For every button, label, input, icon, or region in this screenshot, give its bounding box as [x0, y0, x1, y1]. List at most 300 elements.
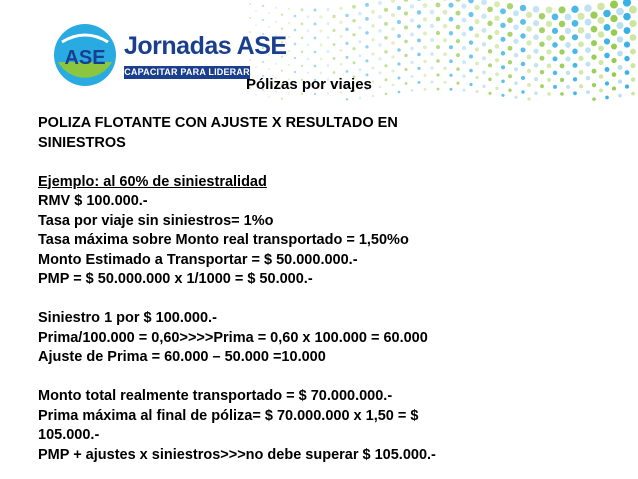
decor-dot: [553, 85, 557, 89]
decor-dot: [448, 3, 453, 8]
decor-dot: [540, 56, 545, 61]
decor-dot: [294, 71, 296, 73]
decor-dot: [591, 26, 598, 33]
decor-dot: [327, 64, 330, 67]
decor-dot: [585, 62, 590, 67]
decor-dot: [481, 0, 487, 5]
decor-dot: [560, 64, 565, 69]
decor-dot: [371, 38, 374, 41]
decor-dot: [436, 73, 439, 76]
decor-dot: [372, 95, 375, 98]
claim-line-2: Prima/100.000 = 0,60>>>>Prima = 0,60 x 100.000 = 60.000: [38, 329, 428, 346]
decor-dot: [365, 31, 369, 35]
decor-dot: [391, 13, 395, 17]
jornadas-ase-logo: [52, 22, 287, 88]
decor-dot: [314, 37, 317, 40]
decor-dot: [391, 27, 395, 31]
decor-dot: [495, 58, 499, 62]
decor-dot: [397, 48, 401, 52]
decor-dot: [494, 30, 499, 35]
decor-dot: [430, 52, 434, 56]
decor-dot: [571, 6, 578, 13]
decor-dot: [572, 49, 578, 55]
decor-dot: [618, 94, 622, 98]
decor-dot: [605, 81, 609, 85]
decor-dot: [417, 10, 421, 14]
decor-dot: [558, 6, 565, 13]
decor-dot: [521, 47, 526, 52]
decor-dot: [339, 7, 343, 11]
decor-dot: [604, 24, 611, 31]
final-line-1: Monto total realmente transportado = $ 70.000.000.-: [38, 388, 393, 404]
decor-dot: [578, 56, 583, 61]
decor-dot: [501, 65, 505, 69]
decor-dot: [495, 44, 500, 49]
decor-dot: [358, 12, 362, 16]
decor-dot: [436, 59, 440, 63]
decor-dot: [514, 81, 518, 85]
decor-dot: [474, 19, 479, 24]
decor-dot: [456, 25, 461, 30]
decor-dot: [631, 92, 635, 96]
decor-dot: [482, 56, 486, 60]
decor-dot: [469, 40, 473, 44]
decor-dot: [443, 38, 447, 42]
decor-dot: [610, 1, 618, 9]
decor-dot: [468, 12, 473, 17]
decor-dot: [301, 51, 304, 54]
decor-dot: [333, 57, 336, 60]
decor-dot: [546, 49, 551, 54]
decor-dot: [443, 10, 448, 15]
decor-dot: [307, 72, 309, 74]
decor-dot: [404, 40, 408, 44]
decor-dot: [437, 88, 440, 91]
spacer: [38, 290, 618, 310]
decor-dot: [590, 11, 597, 18]
decor-dot: [288, 8, 291, 11]
final-line-4: PMP + ajustes x siniestros>>>no debe superar $ 105.000.-: [38, 446, 436, 463]
decor-dot: [307, 15, 310, 18]
decor-dot: [411, 89, 414, 92]
decor-dot: [591, 40, 597, 46]
decor-dot: [514, 53, 519, 58]
decor-dot: [552, 42, 558, 48]
decor-dot: [384, 64, 387, 67]
decor-dot: [527, 97, 530, 100]
decor-dot: [597, 3, 605, 11]
decor-dot: [487, 21, 492, 26]
decor-dot: [294, 29, 297, 32]
decor-dot: [378, 1, 382, 5]
decor-dot: [365, 59, 368, 62]
decor-dot: [623, 13, 631, 21]
decor-dot: [314, 93, 316, 95]
decor-dot: [417, 39, 421, 43]
decor-dot: [585, 47, 591, 53]
decor-dot: [527, 83, 531, 87]
decor-dot: [301, 37, 304, 40]
decor-dot: [507, 3, 513, 9]
decor-dot: [585, 33, 591, 39]
decor-dot: [625, 85, 629, 89]
decor-dot: [384, 50, 387, 53]
decor-dot: [539, 13, 546, 20]
claim-line-1: Siniestro 1 por $ 100.000.-: [38, 310, 217, 326]
decor-dot: [391, 69, 394, 72]
decor-dot: [565, 42, 571, 48]
decor-dot: [320, 44, 323, 47]
decor-dot: [345, 28, 348, 31]
decor-dot: [578, 27, 585, 34]
decor-dot: [391, 55, 394, 58]
decor-dot: [507, 17, 513, 23]
decor-dot: [307, 58, 310, 61]
decor-dot: [475, 33, 480, 38]
decor-dot: [359, 68, 362, 71]
decor-dot: [482, 85, 485, 88]
decor-dot: [410, 32, 414, 36]
logo-tagline: CAPACITAR PARA LIDERAR: [124, 67, 250, 77]
decor-dot: [288, 64, 290, 66]
decor-dot: [612, 87, 616, 91]
decor-dot: [629, 6, 637, 14]
decor-dot: [410, 75, 413, 78]
decor-dot: [501, 79, 505, 83]
example-line-pmp: PMP = $ 50.000.000 x 1/1000 = $ 50.000.-: [38, 271, 313, 287]
decor-dot: [423, 17, 427, 21]
decor-dot: [623, 0, 631, 7]
decor-dot: [559, 21, 566, 28]
decor-dot: [521, 90, 525, 94]
decor-dot: [417, 24, 421, 28]
decor-dot: [560, 78, 564, 82]
decor-dot: [533, 20, 539, 26]
decor-dot: [552, 28, 558, 34]
decor-dot: [474, 5, 480, 11]
decor-dot: [340, 49, 343, 52]
decor-dot: [320, 72, 323, 75]
decor-dot: [456, 53, 460, 57]
decor-dot: [610, 15, 617, 22]
decor-dot: [475, 62, 479, 66]
decor-dot: [436, 31, 440, 35]
decor-dot: [379, 85, 382, 88]
decor-dot: [397, 6, 401, 10]
decor-dot: [371, 52, 374, 55]
decor-dot: [565, 28, 571, 34]
decor-dot: [262, 61, 264, 63]
decor-dot: [508, 46, 513, 51]
decor-dot: [262, 19, 264, 21]
decor-dot: [599, 89, 603, 93]
decor-dot: [255, 66, 257, 68]
decor-dot: [565, 13, 572, 20]
decor-dot: [384, 36, 388, 40]
decor-dot: [288, 50, 290, 52]
decor-dot: [384, 22, 388, 26]
decor-dot: [345, 14, 349, 18]
decor-dot: [332, 15, 335, 18]
decor-dot: [521, 76, 525, 80]
decor-dot: [461, 3, 466, 8]
decor-dot: [436, 3, 441, 8]
decor-dot: [573, 63, 578, 68]
decor-dot: [508, 89, 511, 92]
decor-dot: [508, 60, 512, 64]
decor-dot: [327, 36, 330, 39]
decor-dot: [573, 91, 577, 95]
decor-dot: [340, 63, 343, 66]
decor-dot: [573, 77, 577, 81]
decor-dot: [578, 41, 584, 47]
decor-dot: [552, 14, 559, 21]
decor-dot: [616, 8, 624, 16]
decor-dot: [469, 26, 474, 31]
slide-body: [38, 114, 618, 465]
decor-dot: [513, 39, 518, 44]
decor-dot: [456, 82, 459, 85]
decor-dot: [320, 29, 323, 32]
decor-dot: [604, 38, 610, 44]
decor-dot: [443, 24, 447, 28]
decor-dot: [455, 11, 460, 16]
decor-dot: [443, 81, 446, 84]
decor-dot: [586, 76, 590, 80]
decor-dot: [255, 94, 257, 96]
decor-dot: [404, 25, 408, 29]
decor-dot: [617, 51, 623, 57]
decor-dot: [352, 19, 356, 23]
decor-dot: [539, 27, 545, 33]
heading-line-2: SINIESTROS: [38, 134, 126, 151]
decor-dot: [294, 57, 296, 59]
decor-dot: [378, 15, 382, 19]
decor-dot: [450, 88, 453, 91]
decor-dot: [449, 59, 453, 63]
decor-dot: [423, 46, 427, 50]
decor-dot: [430, 38, 434, 42]
example-line-max-rate: Tasa máxima sobre Monto real transportado = 1,50%o: [38, 232, 409, 248]
spacer: [38, 368, 618, 388]
decor-dot: [526, 12, 532, 18]
decor-dot: [430, 10, 435, 15]
decor-dot: [579, 84, 583, 88]
decor-dot: [513, 10, 519, 16]
decor-dot: [314, 23, 317, 26]
decor-dot: [410, 47, 414, 51]
decor-dot: [423, 31, 427, 35]
decor-dot: [384, 8, 388, 12]
decor-dot: [346, 56, 349, 59]
decor-dot: [333, 43, 336, 46]
decor-dot: [584, 4, 592, 12]
decor-dot: [603, 10, 611, 18]
decor-dot: [307, 43, 310, 46]
decor-dot: [353, 61, 356, 64]
decor-dot: [533, 34, 539, 40]
logo-mark-text: ASE: [64, 47, 106, 69]
decor-dot: [404, 54, 407, 57]
spacer: [38, 153, 618, 173]
decor-dot: [482, 70, 486, 74]
decor-dot: [430, 24, 434, 28]
decor-dot: [488, 78, 492, 82]
decor-dot: [612, 72, 617, 77]
decor-dot: [301, 22, 304, 25]
decor-dot: [618, 79, 622, 83]
decor-dot: [404, 11, 408, 15]
decor-dot: [469, 83, 472, 86]
decor-dot: [249, 3, 251, 5]
decor-dot: [514, 67, 518, 71]
decor-dot: [617, 65, 622, 70]
decor-dot: [566, 71, 571, 76]
decor-dot: [301, 65, 303, 67]
decor-dot: [352, 33, 355, 36]
decor-dot: [546, 21, 552, 27]
decor-dot: [616, 22, 623, 29]
decor-dot: [442, 0, 447, 1]
decor-dot: [268, 68, 270, 70]
decor-dot: [313, 8, 316, 11]
decor-dot: [514, 96, 517, 99]
decor-dot: [507, 32, 512, 37]
decor-dot: [500, 23, 505, 28]
decor-dot: [365, 45, 368, 48]
decor-dot: [546, 6, 553, 13]
decor-dot: [255, 10, 257, 12]
decor-dot: [423, 60, 426, 63]
decor-dot: [604, 53, 610, 59]
decor-dot: [391, 0, 395, 3]
decor-dot: [449, 74, 452, 77]
decor-dot: [281, 27, 283, 29]
decor-dot: [410, 61, 413, 64]
decor-dot: [617, 36, 623, 42]
decor-dot: [385, 78, 388, 81]
decor-dot: [398, 91, 401, 94]
decor-dot: [462, 32, 467, 37]
decor-dot: [501, 37, 506, 42]
decor-dot: [553, 71, 558, 76]
decor-dot: [378, 29, 382, 33]
decor-dot: [481, 14, 486, 19]
decor-dot: [527, 69, 531, 73]
decor-dot: [534, 63, 539, 68]
decor-dot: [520, 33, 525, 38]
decor-dot: [379, 71, 382, 74]
decor-dot: [534, 91, 538, 95]
decor-dot: [372, 66, 375, 69]
logo-title: Jornadas ASE: [124, 32, 287, 60]
example-line-rate: Tasa por viaje sin siniestros= 1%o: [38, 212, 274, 229]
decor-dot: [475, 90, 478, 93]
decor-dot: [281, 13, 284, 16]
decor-dot: [301, 93, 303, 95]
decor-dot: [449, 45, 453, 49]
decor-dot: [397, 20, 401, 24]
example-label: Ejemplo: al 60% de siniestralidad: [38, 173, 267, 190]
decor-dot: [397, 62, 400, 65]
decor-dot: [592, 69, 597, 74]
decor-dot: [418, 81, 421, 84]
decor-dot: [391, 41, 395, 45]
decor-dot: [405, 82, 408, 85]
decor-dot: [592, 83, 596, 87]
decor-dot: [456, 67, 460, 71]
decor-dot: [372, 80, 375, 83]
final-line-3: 105.000.-: [38, 427, 100, 443]
decor-dot: [392, 84, 395, 87]
decor-dot: [559, 35, 565, 41]
decor-dot: [488, 92, 491, 95]
decor-dot: [597, 17, 604, 24]
decor-dot: [605, 96, 609, 100]
claim-line-3: Ajuste de Prima = 60.000 – 50.000 =10.000: [38, 349, 326, 365]
decor-dot: [585, 19, 592, 26]
decor-dot: [533, 6, 540, 13]
decor-dot: [611, 44, 617, 50]
decor-dot: [495, 87, 498, 90]
decor-dot: [494, 16, 500, 22]
decor-dot: [371, 10, 375, 14]
decor-dot: [625, 70, 630, 75]
decor-dot: [275, 7, 277, 9]
decor-dot: [346, 98, 348, 100]
decor-dot: [301, 8, 304, 11]
decor-dot: [605, 67, 610, 72]
decor-dot: [598, 46, 604, 52]
decor-dot: [592, 97, 596, 101]
decor-dot: [378, 43, 381, 46]
decor-dot: [288, 36, 291, 39]
decor-dot: [339, 35, 342, 38]
decor-dot: [417, 0, 422, 1]
decor-dot: [345, 42, 348, 45]
decor-dot: [326, 8, 329, 11]
decor-dot: [449, 17, 454, 22]
decor-dot: [358, 26, 362, 30]
decor-dot: [404, 68, 407, 71]
decor-dot: [539, 41, 544, 46]
ase-globe-icon: [52, 22, 118, 88]
decor-dot: [475, 76, 478, 79]
decor-dot: [294, 15, 297, 18]
decor-dot: [482, 28, 487, 33]
decor-dot: [482, 42, 487, 47]
slide-title: Pólizas por viajes: [246, 76, 372, 93]
decor-dot: [358, 40, 361, 43]
decor-dot: [456, 39, 460, 43]
decor-dot: [314, 51, 317, 54]
decor-dot: [566, 85, 570, 89]
decor-dot: [540, 70, 544, 74]
decor-dot: [500, 8, 506, 14]
decor-dot: [546, 35, 552, 41]
decor-dot: [443, 67, 446, 70]
decor-dot: [319, 15, 322, 18]
decor-dot: [572, 20, 579, 27]
decor-dot: [352, 47, 355, 50]
decor-dot: [521, 62, 525, 66]
decor-dot: [268, 12, 270, 14]
decor-dot: [462, 74, 465, 77]
decor-dot: [469, 69, 473, 73]
decor-dot: [591, 54, 596, 59]
decor-dot: [631, 77, 635, 81]
decor-dot: [495, 72, 499, 76]
